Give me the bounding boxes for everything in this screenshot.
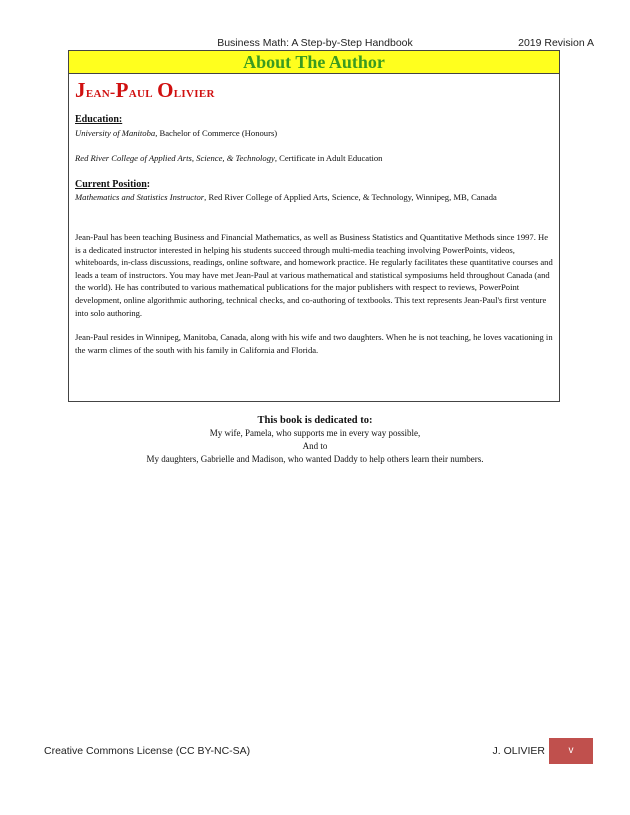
position-heading: Current Position: — [75, 178, 151, 190]
education-item: University of Manitoba, Bachelor of Commerce (Honours) — [75, 127, 278, 138]
header-revision: 2019 Revision A — [518, 37, 594, 49]
bio-paragraph-2: Jean-Paul resides in Winnipeg, Manitoba, Canada, along with his wife and two daughters. When he is not teaching, he loves vacationing in the warm climes of the south with his family in California and Florida. — [75, 332, 553, 355]
dedication-line: My wife, Pamela, who supports me in every way possible, — [209, 428, 421, 438]
footer-license: Creative Commons License (CC BY-NC-SA) — [44, 745, 251, 757]
dedication — [0, 414, 630, 466]
footer-author: J. OLIVIER — [492, 745, 545, 757]
education-item: Red River College of Applied Arts, Science, & Technology, Certificate in Adult Education — [75, 153, 383, 164]
about-author-box — [68, 50, 560, 402]
author-name: Jean-Paul Olivier — [75, 78, 215, 102]
author-content — [75, 114, 553, 356]
dedication-line: My daughters, Gabrielle and Madison, who wanted Daddy to help others learn their numbers. — [146, 454, 484, 464]
position-text: Mathematics and Statistics Instructor, Red River College of Applied Arts, Science, & Technology, Winnipeg, MB, Canada — [75, 192, 497, 203]
dedication-line: And to — [302, 441, 328, 451]
header-title: Business Math: A Step-by-Step Handbook — [217, 37, 413, 49]
page-number: v — [549, 738, 593, 764]
bio-paragraph-1: Jean-Paul has been teaching Business and Financial Mathematics, as well as Business Statistics and Quantitative Methods since 1997. He is a dedicated instructor interested in helping his students succeed through multi-media teaching involving PowerPoints, videos, whiteboards, in-class discussions, readings, online software, and homework practice. He regularly facilitates these quantitative courses and leads a team of instructors. You may have met Jean-Paul at various mathematical and statistical symposiums held throughout Canada (and the world). He has contributed to various mathematical publications for the major publishers with respect to reviews, PowerPoint development, online algorithmic authoring, technical checks, and co-authoring of textbooks. This text represents Jean-Paul's first venture into solo authoring. — [75, 231, 553, 318]
education-label: Education: — [75, 114, 123, 125]
about-author-banner: About The Author — [69, 51, 559, 74]
dedication-heading: This book is dedicated to: — [257, 415, 373, 426]
